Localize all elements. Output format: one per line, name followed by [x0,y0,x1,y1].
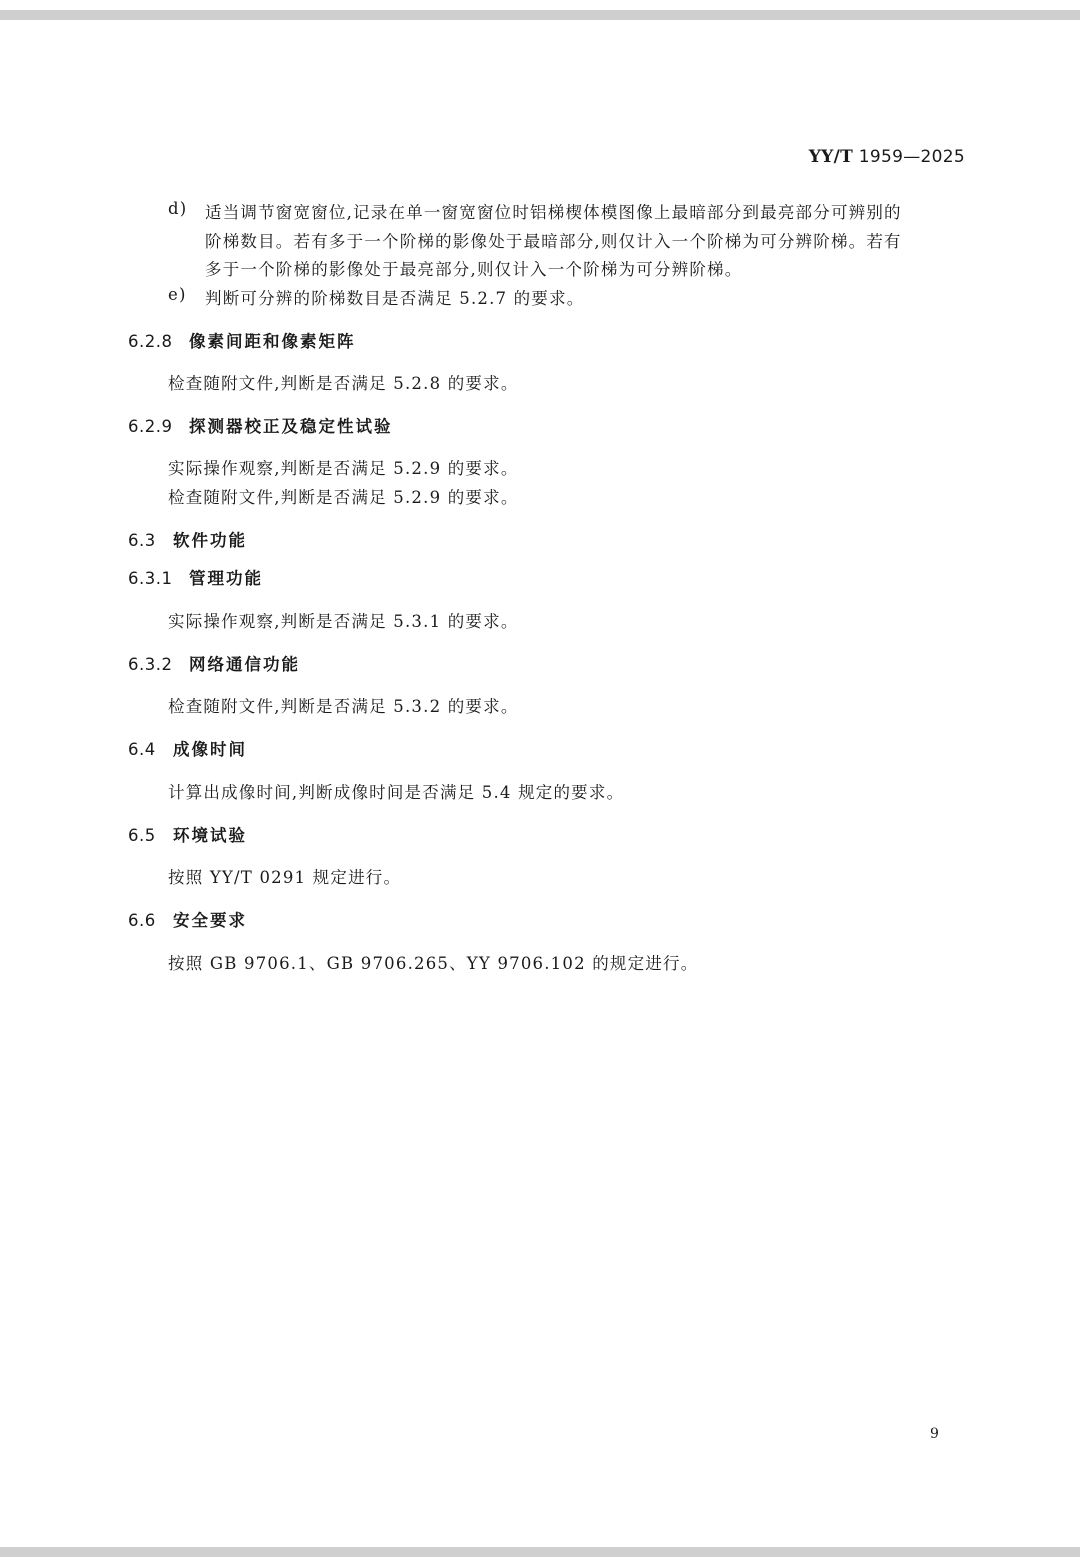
standard-code [809,147,965,167]
section-heading-6-2-9 [128,413,393,437]
standard-number: 1959—2025 [858,147,965,167]
section-title: 像素间距和像素矩阵 [189,332,356,351]
standard-prefix: YY/T [808,147,854,167]
list-item-d-line-1: 适当调节窗宽窗位,记录在单一窗宽窗位时铝梯楔体模图像上最暗部分到最亮部分可辨别的 [205,203,902,222]
section-title: 环境试验 [173,826,247,845]
section-number: 6.5 [128,826,156,845]
top-border-band [0,10,1080,20]
section-heading-6-3-1 [128,565,263,589]
paragraph: 检查随附文件,判断是否满足 5.2.8 的要求。 [168,374,519,393]
section-heading-6-3-2 [128,651,300,675]
paragraph: 计算出成像时间,判断成像时间是否满足 5.4 规定的要求。 [168,783,625,802]
section-number: 6.6 [128,911,156,930]
section-number: 6.2.8 [128,332,173,351]
section-title: 成像时间 [173,740,247,759]
list-item-d-line-2: 阶梯数目。若有多于一个阶梯的影像处于最暗部分,则仅计入一个阶梯为可分辨阶梯。若有 [205,232,902,251]
section-number: 6.3.2 [128,655,173,674]
section-number: 6.4 [128,740,156,759]
list-item-e-text: 判断可分辨的阶梯数目是否满足 5.2.7 的要求。 [205,289,585,308]
paragraph: 检查随附文件,判断是否满足 5.2.9 的要求。 [168,488,519,507]
section-title: 管理功能 [189,569,263,588]
section-number: 6.3 [128,531,156,550]
paragraph: 实际操作观察,判断是否满足 5.2.9 的要求。 [168,459,519,478]
section-number: 6.2.9 [128,417,173,436]
paragraph: 按照 GB 9706.1、GB 9706.265、YY 9706.102 的规定进行。 [168,954,699,973]
bottom-border-band [0,1547,1080,1557]
section-title: 网络通信功能 [189,655,300,674]
section-heading-6-2-8 [128,328,356,352]
section-title: 安全要求 [173,911,247,930]
section-title: 软件功能 [173,531,247,550]
paragraph: 检查随附文件,判断是否满足 5.3.2 的要求。 [168,697,519,716]
list-marker-e: e) [168,285,187,304]
page-number: 9 [930,1426,939,1442]
section-heading-6-3 [128,527,247,551]
section-heading-6-5 [128,822,247,846]
paragraph: 按照 YY/T 0291 规定进行。 [168,868,402,887]
list-marker-d: d) [168,199,188,218]
section-heading-6-4 [128,736,247,760]
paragraph: 实际操作观察,判断是否满足 5.3.1 的要求。 [168,612,519,631]
list-item-d-line-3: 多于一个阶梯的影像处于最亮部分,则仅计入一个阶梯为可分辨阶梯。 [205,260,743,279]
section-title: 探测器校正及稳定性试验 [189,417,393,436]
section-number: 6.3.1 [128,569,173,588]
section-heading-6-6 [128,907,247,931]
